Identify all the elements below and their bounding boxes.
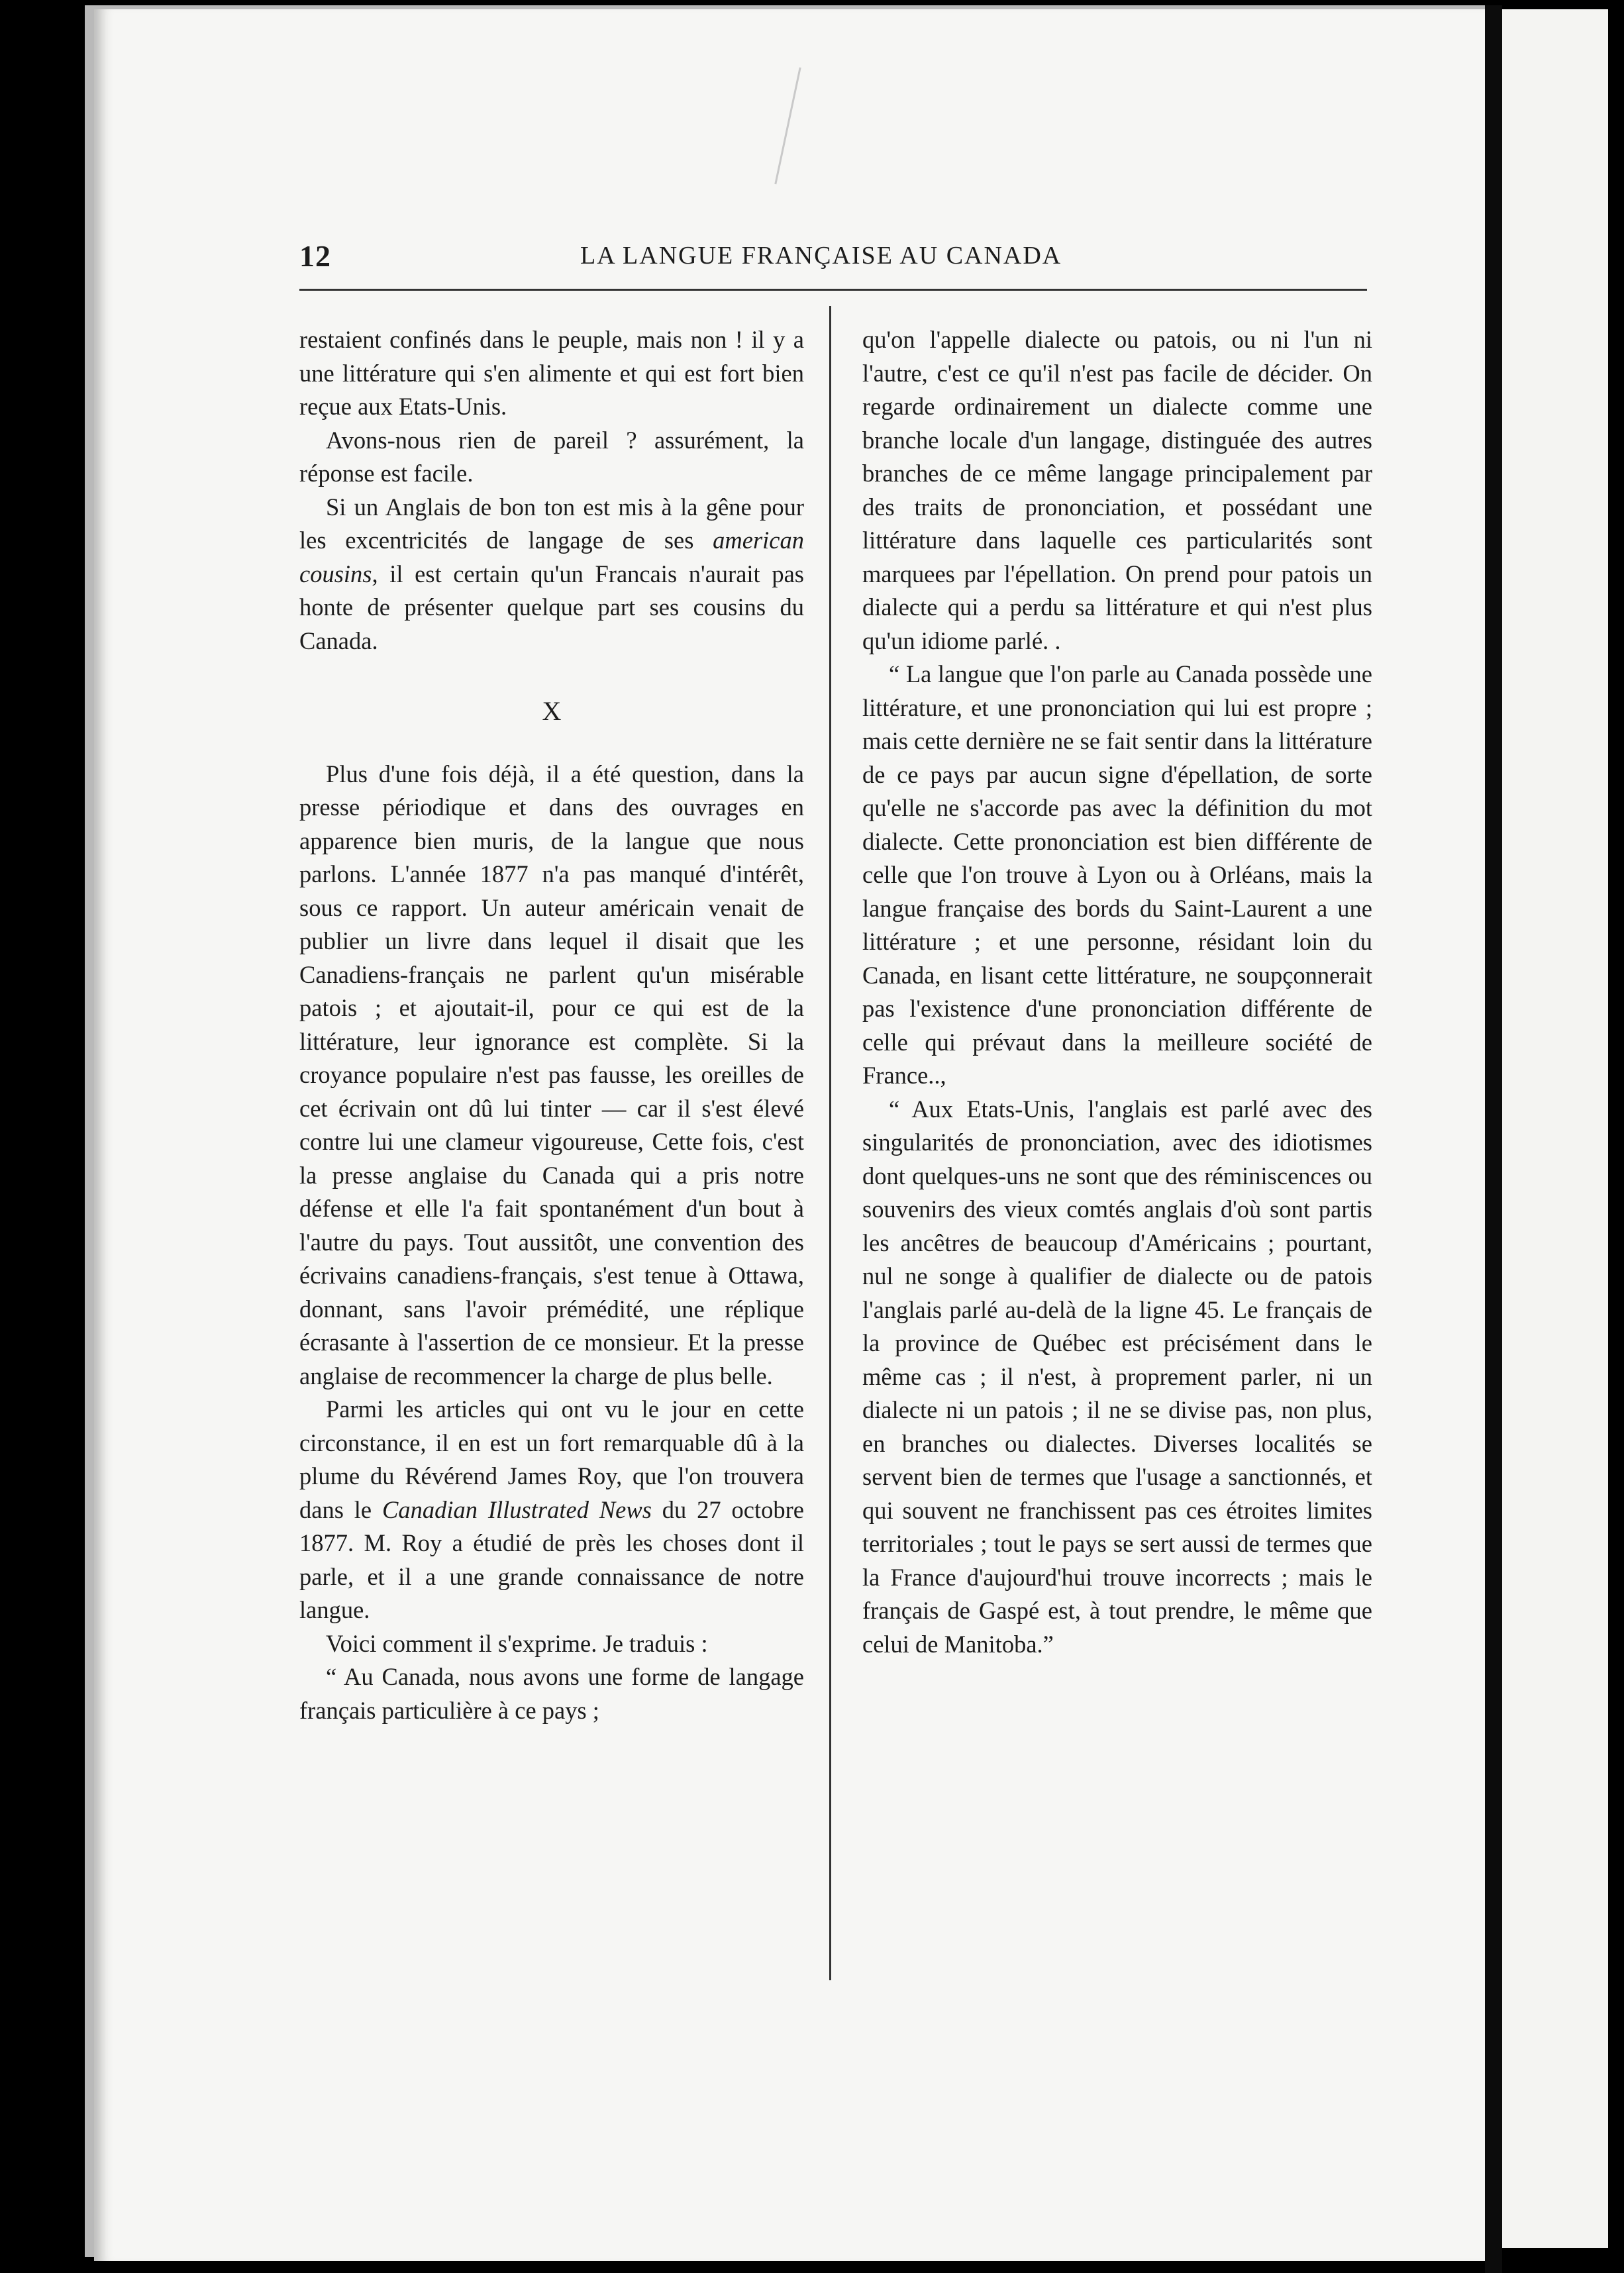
- paragraph: [299, 1393, 804, 1627]
- quote-paragraph: “ La langue que l'on parle au Canada possède une littérature, et une prononciation qui lui est propre ; mais cette dernière ne se fait sentir dans la littérature de ce pays par aucun signe d'épellation, de sorte qu'elle ne s'accorde pas avec la définition du mot dialecte. Cette prononciation est bien différente de celle que l'on trouve à Lyon ou à Orléans, mais la langue française des bords du Saint-Laurent a une littérature ; et une personne, résidant loin du Canada, en lisant cette littérature, ne soupçonnerait pas l'existence d'une prononciation différente de celle qui prévaut dans la meilleure société de France..,: [862, 660, 1372, 1089]
- paragraph: Plus d'une fois déjà, il a été question, dans la presse périodique et dans des ouvrages en apparence bien muris, de la langue que nous parlons. L'année 1877 n'a pas manqué d'intérêt, sous ce rapport. Un auteur américain venait de publier un livre dans lequel il disait que les Canadiens-français ne parlent qu'un misérable patois ; et ajoutait-il, pour ce qui est de la littérature, leur ignorance est complète. Si la croyance populaire n'est pas fausse, les oreilles de cet écrivain ont dû lui tinter — car il s'est élevé contre lui une clameur vigoureuse, Cette fois, c'est la presse anglaise du Canada qui a pris notre défense et elle l'a fait spontanément d'un bout à l'autre du pays. Tout aussitôt, une convention des écrivains canadiens-français, s'est tenue à Ottawa, donnant, sans l'avoir prémédité, une réplique écrasante à l'assertion de ce monsieur. Et la presse anglaise de recommencer la charge de plus belle.: [299, 760, 804, 1389]
- left-column: [299, 323, 804, 1727]
- quote-paragraph: “ Au Canada, nous avons une forme de langage français particulière à ce pays ;: [299, 1663, 804, 1724]
- paragraph-text: Si un Anglais de bon ton est mis à la gêne pour les excentricités de langage de ses: [299, 493, 804, 554]
- running-title: LA LANGUE FRANÇAISE AU CANADA: [580, 242, 1062, 270]
- paragraph: [299, 491, 804, 658]
- page-number: 12: [299, 239, 331, 273]
- column-divider: [829, 306, 831, 1980]
- facing-page-edge: [1502, 9, 1608, 2248]
- italic-phrase: Canadian Illustrated News: [382, 1495, 652, 1523]
- header-rule: [299, 289, 1367, 291]
- right-column: [862, 323, 1372, 1661]
- italic-phrase: american cousins,: [299, 527, 804, 587]
- paragraph: restaient confinés dans le peuple, mais non ! il y a une littérature qui s'en alimente et qui est fort bien reçue aux Etats-Unis.: [299, 326, 804, 420]
- paragraph-text: Parmi les articles qui ont vu le jour en cette circonstance, il en est un fort remarquable dû à la plume du Révérend James Roy, que l'on trouvera dans le: [299, 1395, 804, 1523]
- paragraph-text: du 27 octobre 1877. M. Roy a étudié de près les choses dont il parle, et il a une grande connaissance de notre langue.: [299, 1495, 804, 1623]
- paragraph: Voici comment il s'exprime. Je traduis :: [326, 1629, 708, 1657]
- quote-paragraph: “ Aux Etats-Unis, l'anglais est parlé avec des singularités de prononciation, avec des idiotismes dont quelques-uns ne sont que des réminiscences ou souvenirs des vieux comtés anglais d'où sont partis les ancêtres de beaucoup d'Américains ; pourtant, nul ne songe à qualifier de dialecte ou de patois l'anglais parlé au-delà de la ligne 45. Le français de la province de Québec est précisément dans le même cas ; il n'est, à proprement parler, ni un dialecte ni un patois ; il ne se divise pas, non plus, en branches ou dialectes. Diverses localités se servent bien de termes que l'usage a sanctionnés, et qui souvent ne franchissent pas ces étroites limites territoriales ; tout le pays se sert aussi de termes que la France d'aujourd'hui trouve incorrects ; mais le français de Gaspé est, à tout prendre, le même que celui de Manitoba.”: [862, 1095, 1372, 1658]
- paragraph: Avons-nous rien de pareil ? assurément, la réponse est facile.: [299, 426, 804, 487]
- section-heading: X: [542, 696, 562, 726]
- quote-paragraph: qu'on l'appelle dialecte ou patois, ou ni l'un ni l'autre, c'est ce qu'il n'est pas facile de décider. On regarde ordinairement un dialecte comme une branche locale d'un langage, distinguée des autres branches de ce même langage principalement par des traits de prononciation, et possédant une littérature dans laquelle ces particularités sont marquees par l'épellation. On prend pour patois un dialecte qui a perdu sa littérature et qui n'est plus qu'un idiome parlé. .: [862, 326, 1372, 654]
- page-gutter: [1485, 5, 1502, 2273]
- paragraph-text: il est certain qu'un Francais n'aurait pas honte de présenter quelque part ses cousins du Canada.: [299, 560, 804, 654]
